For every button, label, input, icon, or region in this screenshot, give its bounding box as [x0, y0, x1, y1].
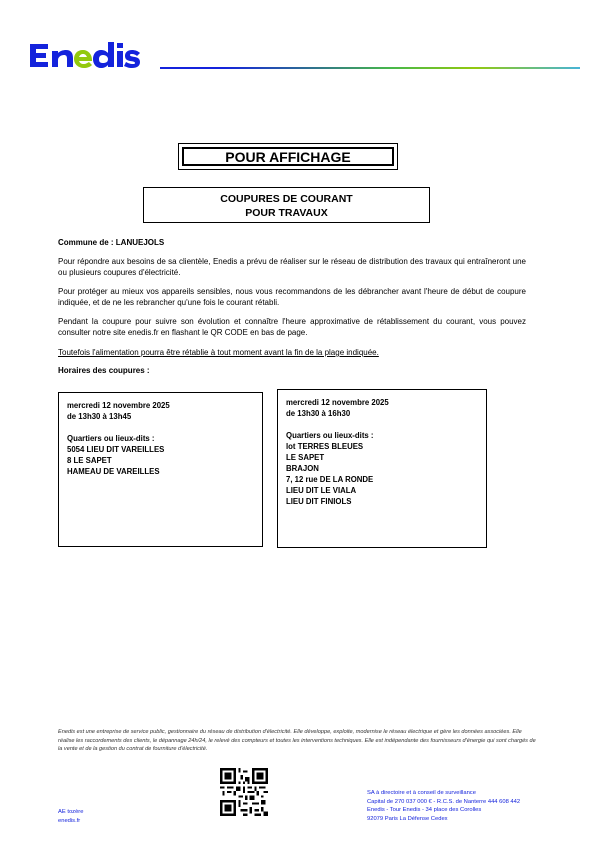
legal-notice: Enedis est une entreprise de service public, gestionnaire du réseau de distribution d'électricité. Elle développe, exploite, modernise le réseau électrique et gère les données associées. Elle réalise les raccordements des clients, le dépannage 24h/24, le relevé des compteurs et toutes les interventions techniques. Elle est indépendante des fournisseurs d'énergie qui sont chargés de la vente et de la gestion du contrat de fourniture d'électricité. — [58, 729, 536, 752]
company-address — [367, 789, 520, 823]
warning-text: Toutefois l'alimentation pourra être rétablie à tout moment avant la fin de la plage indiquée. — [58, 348, 379, 357]
slot-quartiers-label: Quartiers ou lieux-dits : — [67, 434, 155, 443]
logo-gradient-line — [160, 67, 580, 69]
affichage-frame — [178, 143, 398, 170]
footer-ref: AE tozère — [58, 809, 84, 815]
slot-place: lot TERRES BLEUES — [286, 442, 364, 451]
footer-left — [58, 808, 83, 826]
qr-code-icon[interactable] — [220, 768, 268, 816]
paragraph-2: Pour protéger au mieux vos appareils sensibles, nous vous recommandons de les débrancher avant l'heure de début de coupure indiquée, et de ne les rebrancher qu'une fois le courant rétabli. — [58, 287, 526, 307]
enedis-logo-icon — [28, 38, 156, 72]
slot-place: 8 LE SAPET — [67, 456, 112, 465]
slot-place: LIEU DIT LE VIALA — [286, 486, 357, 495]
slot-place: BRAJON — [286, 464, 319, 473]
slot-date: mercredi 12 novembre 2025 — [67, 401, 170, 410]
coupures-title-line2: POUR TRAVAUX — [245, 207, 328, 219]
commune-label: Commune de : — [58, 238, 114, 247]
slot-place: HAMEAU DE VAREILLES — [67, 467, 160, 476]
commune-line — [58, 237, 164, 248]
slot-time: de 13h30 à 16h30 — [286, 409, 351, 418]
slot-place: 5054 LIEU DIT VAREILLES — [67, 445, 165, 454]
slot-place: LE SAPET — [286, 453, 325, 462]
address-line: Enedis - Tour Enedis - 34 place des Corolles — [367, 807, 482, 813]
affichage-title: POUR AFFICHAGE — [182, 147, 394, 166]
enedis-logo — [28, 38, 156, 72]
paragraph-3: Pendant la coupure pour suivre son évolution et connaître l'heure approximative de rétablissement du courant, vous pouvez consulter notre site enedis.fr en flashant le QR CODE en bas de page. — [58, 317, 526, 337]
address-line: Capital de 270 037 000 € - R.C.S. de Nanterre 444 608 442 — [367, 798, 521, 805]
coupures-title-box — [143, 187, 430, 223]
commune-value: LANUEJOLS — [115, 238, 165, 247]
horaires-label: Horaires des coupures : — [58, 366, 150, 375]
coupure-slot-2 — [277, 389, 487, 548]
paragraph-1: Pour répondre aux besoins de sa clientèle, Enedis a prévu de réaliser sur le réseau de distribution des travaux qui entraîneront une ou plusieurs coupures d'électricité. — [58, 257, 526, 277]
slot-time: de 13h30 à 13h45 — [67, 412, 132, 421]
slot-place: LIEU DIT FINIOLS — [286, 497, 352, 506]
coupures-title-line1: COUPURES DE COURANT — [220, 193, 353, 205]
address-line: 92079 Paris La Défense Cedex — [367, 815, 448, 822]
address-line: SA à directoire et à conseil de surveillance — [367, 790, 476, 796]
slot-date: mercredi 12 novembre 2025 — [286, 398, 389, 407]
footer-site-link[interactable]: enedis.fr — [58, 818, 81, 824]
slot-quartiers-label: Quartiers ou lieux-dits : — [286, 431, 374, 440]
slot-place: 7, 12 rue DE LA RONDE — [286, 475, 374, 484]
coupure-slot-1 — [58, 392, 263, 547]
